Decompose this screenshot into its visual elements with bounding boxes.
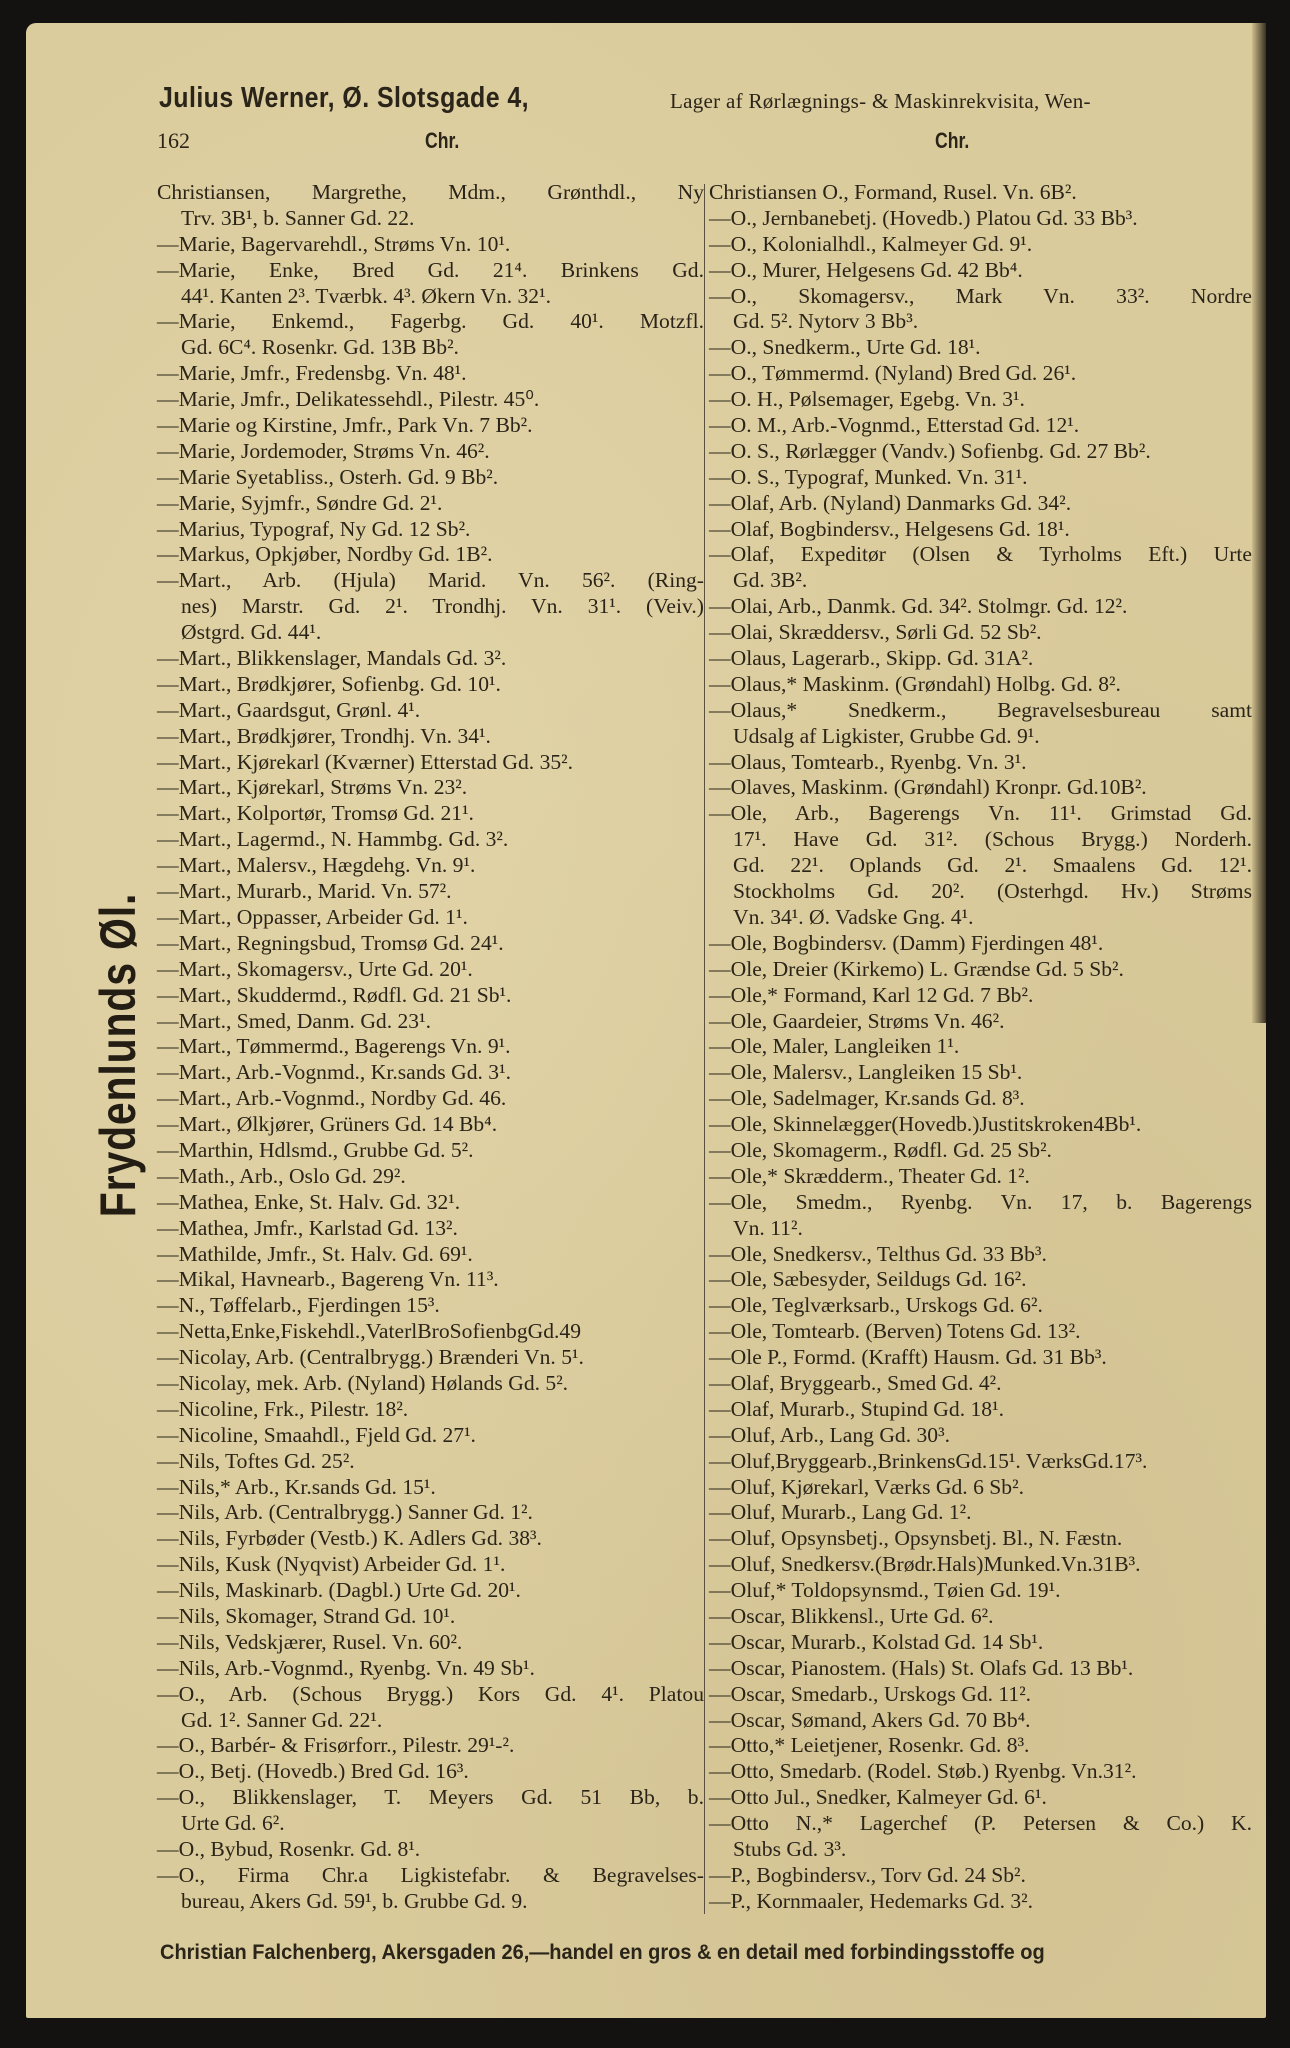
directory-entry [157,1112,704,1138]
directory-entry [157,672,704,698]
entry-line: —Marie, Bagervarehdl., Strøms Vn. 10¹. [157,231,511,256]
entry-line: —Marie Syetabliss., Osterh. Gd. 9 Bb². [157,464,499,489]
entry-line: —Math., Arb., Oslo Gd. 29². [157,1163,406,1188]
directory-entry [157,517,704,543]
directory-entry [157,413,704,439]
entry-line: —Ole, Gaardeier, Strøms Vn. 46². [709,1008,1005,1033]
directory-entry [157,1009,704,1035]
entry-line: —Ole, Skinnelægger(Hovedb.)Justitskroken4Bb¹. [709,1112,1142,1137]
directory-entry [157,1837,704,1863]
entry-line: —Oscar, Pianostem. (Hals) St. Olafs Gd. 13 Bb¹. [709,1655,1134,1680]
directory-entry [157,1319,704,1345]
entry-line: —Nicoline, Smaahdl., Fjeld Gd. 27¹. [157,1422,476,1447]
directory-entry [709,1345,1252,1371]
side-advert-text: Frydenlunds Øl. [90,892,146,1218]
directory-entry [157,1267,704,1293]
entry-line: —Mart., Blikkenslager, Mandals Gd. 3². [157,646,507,671]
entry-line: —O., Firma Chr.a Ligkistefabr. & Begravelses- [157,1862,704,1887]
entry-line: —Mart., Skomagersv., Urte Gd. 20¹. [157,956,473,981]
entry-line: —Mart., Arb. (Hjula) Marid. Vn. 56². (Ring- [157,568,704,593]
directory-entry [157,957,704,983]
entry-line: —Olaus,* Snedkerm., Begravelsesbureau samt [709,697,1252,722]
left-running-head: Chr. [425,128,460,153]
entry-line: —O. M., Arb.-Vognmd., Etterstad Gd. 12¹. [709,413,1080,438]
directory-entry [157,1293,704,1319]
directory-entry [709,1552,1252,1578]
entry-line: —Nils, Vedskjærer, Rusel. Vn. 60². [157,1629,463,1654]
entry-line: —Olaf, Bogbindersv., Helgesens Gd. 18¹. [709,516,1070,541]
entry-line: —Netta,Enke,Fiskehdl.,VaterlBroSofienbgGd.49 [157,1319,582,1344]
directory-entry [157,1190,704,1216]
entry-line: —Ole, Sæbesyder, Seildugs Gd. 16². [709,1267,1027,1292]
entry-line: —Otto Jul., Snedker, Kalmeyer Gd. 6¹. [709,1785,1047,1810]
entry-line: —Olai, Skræddersv., Sørli Gd. 52 Sb². [709,620,1042,645]
directory-entry [157,801,704,827]
entry-line: —Mart., Gaardsgut, Grønl. 4¹. [157,697,421,722]
directory-entry [157,827,704,853]
directory-entry [709,232,1252,258]
entry-line: —Nils, Maskinarb. (Dagbl.) Urte Gd. 20¹. [157,1578,521,1603]
entry-line: —Otto N.,* Lagerchef (P. Petersen & Co.) K. [709,1811,1252,1836]
footer-advert: Christian Falchenberg, Akersgaden 26,—handel en gros & en detail med forbindingsstoffe og [160,1940,1045,1964]
directory-entry [157,724,704,750]
entry-line: —Otto, Smedarb. (Rodel. Støb.) Ryenbg. Vn.31². [709,1759,1137,1784]
entry-continuation-line: Vn. 11². [733,1215,803,1240]
entry-line: —N., Tøffelarb., Fjerdingen 15³. [157,1293,440,1318]
entry-line: —Mart., Skuddermd., Rødfl. Gd. 21 Sb¹. [157,982,512,1007]
entry-line: —Ole, Arb., Bagerengs Vn. 11¹. Grimstad Gd. [709,801,1252,826]
directory-entry [157,232,704,258]
entry-line: —Nils, Fyrbøder (Vestb.) K. Adlers Gd. 38³. [157,1526,542,1551]
entry-line: —Nils, Arb. (Centralbrygg.) Sanner Gd. 1². [157,1500,533,1525]
directory-entry [157,1371,704,1397]
entry-line: —Mart., Lagermd., N. Hammbg. Gd. 3². [157,827,509,852]
entry-line: —Mart., Oppasser, Arbeider Gd. 1¹. [157,904,468,929]
entry-line: —Marie, Jmfr., Delikatessehdl., Pilestr. 45⁰. [157,387,540,412]
entry-continuation-line: Østgrd. Gd. 44¹. [181,620,322,645]
directory-entry [709,1242,1252,1268]
directory-entry [157,1630,704,1656]
directory-entry [157,568,704,646]
entry-line: —Mart., Malersv., Hægdehg. Vn. 9¹. [157,853,476,878]
directory-entry [157,1086,704,1112]
directory-entry [709,1811,1252,1863]
entry-line: —Ole, Smedm., Ryenbg. Vn. 17, b. Bagerengs [709,1189,1252,1214]
directory-entry [709,801,1252,930]
directory-entry [157,180,704,232]
entry-line: —Nicoline, Frk., Pilestr. 18². [157,1396,409,1421]
directory-entry [709,465,1252,491]
entry-line: —Marie, Enke, Bred Gd. 21⁴. Brinkens Gd. [157,257,704,282]
entry-line: —Mathea, Jmfr., Karlstad Gd. 13². [157,1215,458,1240]
entry-line: —Olaus, Lagerarb., Skipp. Gd. 31A². [709,646,1034,671]
side-advert [89,857,147,1253]
directory-entry [709,335,1252,361]
directory-entry [709,1112,1252,1138]
entry-line: —Mart., Arb.-Vognmd., Kr.sands Gd. 3¹. [157,1060,511,1085]
directory-entry [157,1242,704,1268]
entry-line: —Oluf,* Toldopsynsmd., Tøien Gd. 19¹. [709,1578,1061,1603]
directory-entry [709,1863,1252,1889]
entry-line: —Ole,* Skrædderm., Theater Gd. 1². [709,1163,1030,1188]
entry-line: —Olaf, Arb. (Nyland) Danmarks Gd. 34². [709,490,1072,515]
entry-line: —Ole, Dreier (Kirkemo) L. Grændse Gd. 5 Sb². [709,956,1124,981]
directory-entry [157,1423,704,1449]
directory-entry [709,1656,1252,1682]
directory-entry [709,1785,1252,1811]
entry-line: —Mart., Regningsbud, Tromsø Gd. 24¹. [157,930,504,955]
entry-continuation-line: Stockholms Gd. 20². (Osterhgd. Hv.) Strøms [733,879,1252,904]
entry-line: —Mathilde, Jmfr., St. Halv. Gd. 69¹. [157,1241,473,1266]
directory-entry [709,491,1252,517]
directory-entry [709,1500,1252,1526]
directory-entry [157,1164,704,1190]
entry-line: —Otto,* Leietjener, Rosenkr. Gd. 8³. [709,1733,1030,1758]
entry-continuation-line: Gd. 1². Sanner Gd. 22¹. [181,1707,383,1732]
entry-line: —Nils, Kusk (Nyqvist) Arbeider Gd. 1¹. [157,1552,506,1577]
entry-line: —O., Betj. (Hovedb.) Bred Gd. 16³. [157,1759,469,1784]
entry-line: —O., Arb. (Schous Brygg.) Kors Gd. 4¹. Platou [157,1681,704,1706]
entry-line: —Nicolay, mek. Arb. (Nyland) Hølands Gd. 5². [157,1370,569,1395]
directory-entry [157,1604,704,1630]
directory-entry [709,1449,1252,1475]
directory-entry [709,180,1252,206]
entry-continuation-line: 44¹. Kanten 2³. Tværbk. 4³. Økern Vn. 32¹. [181,283,551,308]
entry-line: —Mart., Smed, Danm. Gd. 23¹. [157,1008,431,1033]
directory-entry [709,1371,1252,1397]
entry-continuation-line: bureau, Akers Gd. 59¹, b. Grubbe Gd. 9. [181,1888,528,1913]
directory-entry [709,1889,1252,1915]
entry-line: —O., Barbér- & Frisørforr., Pilestr. 29¹-². [157,1733,515,1758]
directory-entry [157,387,704,413]
directory-entry [157,750,704,776]
directory-entry [157,983,704,1009]
entry-line: —P., Kornmaaler, Hedemarks Gd. 3². [709,1888,1034,1913]
entry-line: —Mart., Tømmermd., Bagerengs Vn. 9¹. [157,1034,511,1059]
entry-continuation-line: Trv. 3B¹, b. Sanner Gd. 22. [181,205,415,230]
entry-line: —Nils,* Arb., Kr.sands Gd. 15¹. [157,1474,436,1499]
entry-line: —Mart., Kjørekarl, Strøms Vn. 23². [157,775,468,800]
directory-entry [709,413,1252,439]
directory-entry [709,1759,1252,1785]
entry-line: —Ole P., Formd. (Krafft) Hausm. Gd. 31 Bb³. [709,1345,1107,1370]
directory-entry [157,1060,704,1086]
directory-entry [709,1319,1252,1345]
entry-line: —Mart., Kjørekarl (Kværner) Etterstad Gd. 35². [157,749,574,774]
directory-entry [157,1759,704,1785]
header-advert-line [159,82,589,115]
entry-line: —P., Bogbindersv., Torv Gd. 24 Sb². [709,1862,1026,1887]
header-advertiser: Julius Werner, Ø. Slotsgade 4, [159,82,530,114]
right-running-head: Chr. [935,128,970,153]
entry-line: —Mathea, Enke, St. Halv. Gd. 32¹. [157,1189,461,1214]
directory-entry [709,1423,1252,1449]
directory-entry [157,258,704,310]
directory-entry [709,957,1252,983]
directory-entry [157,361,704,387]
directory-entry [709,1526,1252,1552]
directory-entry [157,879,704,905]
page-number: 162 [157,128,190,153]
entry-continuation-line: Udsalg af Ligkister, Grubbe Gd. 9¹. [733,723,1040,748]
directory-entry [709,620,1252,646]
directory-entry [709,1604,1252,1630]
entry-line: —O. H., Pølsemager, Egebg. Vn. 3¹. [709,387,1025,412]
entry-line: —Mart., Murarb., Marid. Vn. 57². [157,879,452,904]
directory-entry [709,1267,1252,1293]
column-divider [704,184,705,1914]
directory-entry [157,439,704,465]
directory-entry [709,1682,1252,1708]
entry-line: —Olaus,* Maskinm. (Grøndahl) Holbg. Gd. 8². [709,671,1121,696]
directory-entry [709,750,1252,776]
directory-entry [709,1733,1252,1759]
entry-line: —Ole, Teglværksarb., Urskogs Gd. 6². [709,1293,1043,1318]
directory-entry [709,1009,1252,1035]
directory-entry [709,775,1252,801]
entry-line: —Ole, Tomtearb. (Berven) Totens Gd. 13². [709,1319,1081,1344]
directory-entry [157,1682,704,1734]
directory-entry [709,1164,1252,1190]
entry-line: —Ole, Maler, Langleiken 1¹. [709,1034,960,1059]
entry-line: —O. S., Rørlægger (Vandv.) Sofienbg. Gd. 27 Bb². [709,438,1151,463]
right-column [709,180,1252,1915]
directory-entry [709,1475,1252,1501]
entry-line: —O. S., Typograf, Munked. Vn. 31¹. [709,464,1028,489]
entry-line: —Markus, Opkjøber, Nordby Gd. 1B². [157,542,493,567]
entry-line: —Oscar, Murarb., Kolstad Gd. 14 Sb¹. [709,1629,1044,1654]
directory-entry [157,853,704,879]
directory-entry [709,1293,1252,1319]
entry-line: —Nils, Toftes Gd. 25². [157,1448,355,1473]
entry-line: —Olai, Arb., Danmk. Gd. 34². Stolmgr. Gd. 12². [709,594,1128,619]
directory-entry [157,1500,704,1526]
entry-line: —Marie, Syjmfr., Søndre Gd. 2¹. [157,490,443,515]
entry-line: —Oluf, Kjørekarl, Værks Gd. 6 Sb². [709,1474,1024,1499]
entry-line: —Olaus, Tomtearb., Ryenbg. Vn. 3¹. [709,749,1027,774]
entry-line: —Ole, Snedkersv., Telthus Gd. 33 Bb³. [709,1241,1047,1266]
directory-entry [709,439,1252,465]
entry-line: —Mart., Brødkjører, Sofienbg. Gd. 10¹. [157,671,501,696]
directory-entry [157,1552,704,1578]
entry-line: —Marie og Kirstine, Jmfr., Park Vn. 7 Bb². [157,413,533,438]
entry-line: —Marie, Enkemd., Fagerbg. Gd. 40¹. Motzfl. [157,309,704,334]
entry-line: —Marie, Jordemoder, Strøms Vn. 46². [157,438,490,463]
directory-entry [157,1863,704,1915]
entry-line: —Nicolay, Arb. (Centralbrygg.) Brænderi Vn. 5¹. [157,1345,584,1370]
entry-line: —Olaf, Murarb., Stupind Gd. 18¹. [709,1396,1004,1421]
entry-line: —Mart., Arb.-Vognmd., Nordby Gd. 46. [157,1086,507,1111]
directory-entry [709,646,1252,672]
directory-entry [709,361,1252,387]
directory-entry [157,905,704,931]
directory-entry [709,517,1252,543]
directory-entry [709,1708,1252,1734]
entry-line: —Mart., Ølkjører, Grüners Gd. 14 Bb⁴. [157,1112,498,1137]
left-column [157,180,704,1915]
entry-line: —O., Kolonialhdl., Kalmeyer Gd. 9¹. [709,231,1033,256]
entry-line: —Olaf, Bryggearb., Smed Gd. 4². [709,1370,1002,1395]
directory-entry [157,698,704,724]
directory-entry [709,1190,1252,1242]
directory-entry [709,206,1252,232]
entry-line: —Oluf,Bryggearb.,BrinkensGd.15¹. VærksGd.17³. [709,1448,1148,1473]
directory-entry [157,1138,704,1164]
entry-line: —O., Blikkenslager, T. Meyers Gd. 51 Bb, b. [157,1785,704,1810]
entry-line: Christiansen O., Formand, Rusel. Vn. 6B². [709,180,1077,204]
directory-entry [157,1449,704,1475]
directory-entry [157,646,704,672]
directory-entry [709,1630,1252,1656]
directory-entry [709,258,1252,284]
entry-line: —Olaf, Expeditør (Olsen & Tyrholms Eft.) Urte [709,542,1252,567]
directory-entry [709,983,1252,1009]
entry-line: —O., Murer, Helgesens Gd. 42 Bb⁴. [709,257,1023,282]
entry-line: —Mikal, Havnearb., Bagereng Vn. 11³. [157,1267,499,1292]
directory-entry [709,594,1252,620]
entry-line: —Oscar, Smedarb., Urskogs Gd. 11². [709,1681,1032,1706]
directory-entry [157,1785,704,1837]
directory-entry [157,491,704,517]
entry-line: —Mart., Kolportør, Tromsø Gd. 21¹. [157,801,474,826]
entry-line: Christiansen, Margrethe, Mdm., Grønthdl., Ny [157,180,704,204]
directory-entry [157,1475,704,1501]
entry-line: —Marthin, Hdlsmd., Grubbe Gd. 5². [157,1137,474,1162]
entry-line: —Ole, Malersv., Langleiken 15 Sb¹. [709,1060,1023,1085]
directory-entry [157,1397,704,1423]
directory-entry [709,387,1252,413]
directory-entry [157,1656,704,1682]
entry-continuation-line: Stubs Gd. 3³. [733,1837,847,1861]
entry-line: —Oscar, Sømand, Akers Gd. 70 Bb⁴. [709,1707,1031,1732]
directory-entry [709,931,1252,957]
entry-line: —Ole,* Formand, Karl 12 Gd. 7 Bb². [709,982,1034,1007]
entry-line: —Oluf, Murarb., Lang Gd. 1². [709,1500,972,1525]
directory-entry [157,1216,704,1242]
entry-line: —Marius, Typograf, Ny Gd. 12 Sb². [157,516,471,541]
entry-line: —O., Jernbanebetj. (Hovedb.) Platou Gd. 33 Bb³. [709,205,1138,230]
directory-entry [157,1526,704,1552]
directory-entry [157,931,704,957]
entry-line: —O., Skomagersv., Mark Vn. 33². Nordre [709,283,1252,308]
directory-entry [709,1060,1252,1086]
entry-line: —Oluf, Arb., Lang Gd. 30³. [709,1422,950,1447]
entry-continuation-line: nes) Marstr. Gd. 2¹. Trondhj. Vn. 31¹. (Veiv.) [181,594,704,619]
entry-line: —O., Tømmermd. (Nyland) Bred Gd. 26¹. [709,361,1077,386]
directory-entry [709,672,1252,698]
directory-entry [157,1578,704,1604]
entry-line: —Olaves, Maskinm. (Grøndahl) Kronpr. Gd.10B². [709,775,1147,800]
entry-line: —Nils, Skomager, Strand Gd. 10¹. [157,1603,456,1628]
entry-continuation-line: Gd. 6C⁴. Rosenkr. Gd. 13B Bb². [181,335,459,360]
entry-line: —O., Bybud, Rosenkr. Gd. 8¹. [157,1837,421,1861]
directory-entry [157,465,704,491]
directory-entry [709,1086,1252,1112]
entry-line: —Oscar, Blikkensl., Urte Gd. 6². [709,1603,994,1628]
entry-line: —Oluf, Opsynsbetj., Opsynsbetj. Bl., N. Fæstn. [709,1526,1123,1551]
directory-entry [709,698,1252,750]
entry-continuation-line: Gd. 22¹. Oplands Gd. 2¹. Smaalens Gd. 12¹. [733,853,1252,878]
directory-entry [157,542,704,568]
directory-entry [709,1138,1252,1164]
directory-entry [157,1034,704,1060]
entry-line: —Mart., Brødkjører, Trondhj. Vn. 34¹. [157,723,491,748]
header-advert-text: Lager af Rørlægnings- & Maskinrekvisita, Wen- [670,89,1091,113]
entry-line: —O., Snedkerm., Urte Gd. 18¹. [709,335,981,360]
page-edge-shadow [1252,23,1266,1023]
entry-line: —Ole, Skomagerm., Rødfl. Gd. 25 Sb². [709,1137,1052,1162]
directory-entry [157,1733,704,1759]
entry-continuation-line: Vn. 34¹. Ø. Vadske Gng. 4¹. [733,904,974,929]
entry-line: —Nils, Arb.-Vognmd., Ryenbg. Vn. 49 Sb¹. [157,1655,535,1680]
entry-line: —Marie, Jmfr., Fredensbg. Vn. 48¹. [157,361,467,386]
directory-entry [157,309,704,361]
entry-continuation-line: Gd. 3B². [733,568,808,593]
entry-continuation-line: Gd. 5². Nytorv 3 Bb³. [733,309,919,334]
entry-continuation-line: Urte Gd. 6². [181,1811,285,1836]
directory-entry [157,775,704,801]
directory-entry [157,1345,704,1371]
directory-entry [709,1578,1252,1604]
entry-line: —Ole, Sadelmager, Kr.sands Gd. 8³. [709,1086,1025,1111]
directory-entry [709,542,1252,594]
entry-line: —Oluf, Snedkersv.(Brødr.Hals)Munked.Vn.31B³. [709,1552,1141,1577]
directory-entry [709,1397,1252,1423]
entry-continuation-line: 17¹. Have Gd. 31². (Schous Brygg.) Norderh. [733,827,1252,852]
entry-line: —Ole, Bogbindersv. (Damm) Fjerdingen 48¹. [709,930,1104,955]
directory-entry [709,284,1252,336]
directory-entry [709,1034,1252,1060]
